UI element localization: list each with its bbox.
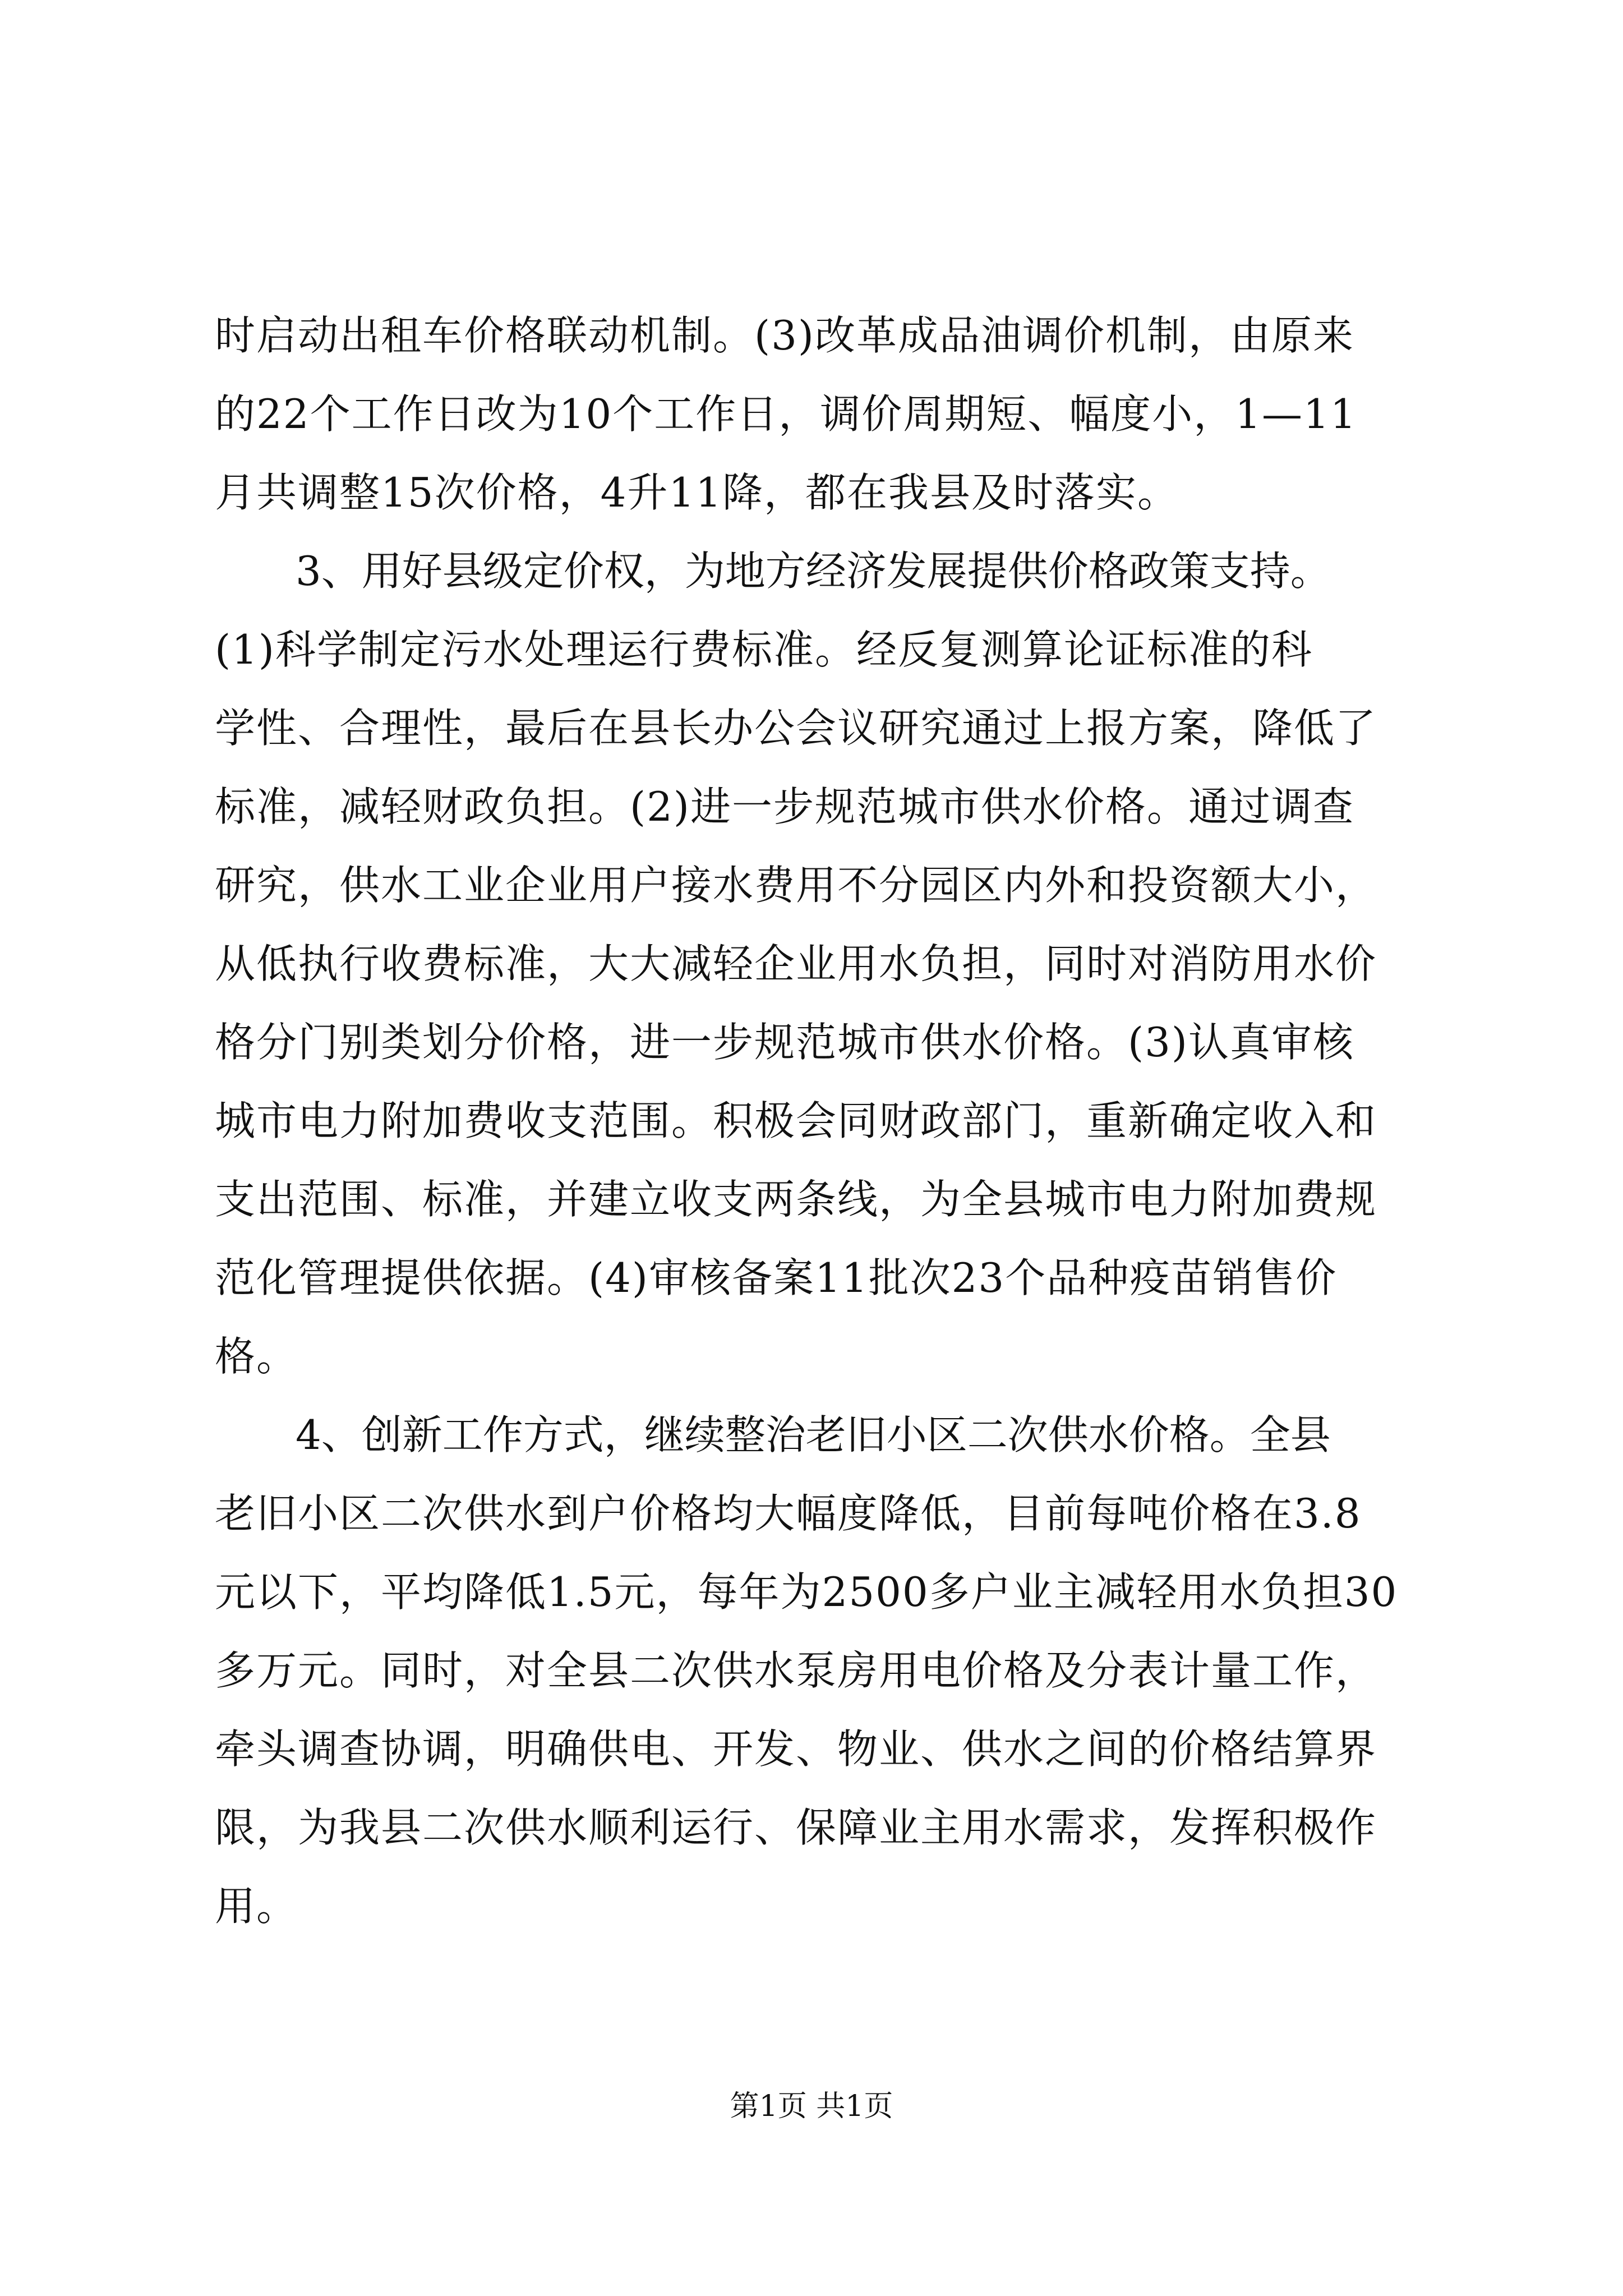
text-line: 老旧小区二次供水到户价格均大幅度降低，目前每吨价格在3.8 [215,1490,1362,1537]
text-line: 限，为我县二次供水顺利运行、保障业主用水需求，发挥积极作 [215,1804,1377,1851]
text-line: 从低执行收费标准，大大减轻企业用水负担，同时对消防用水价 [215,940,1377,987]
text-line: 多万元。同时，对全县二次供水泵房用电价格及分表计量工作， [215,1647,1377,1694]
text-line: 4、创新工作方式，继续整治老旧小区二次供水价格。全县 [296,1411,1331,1458]
text-line: 元以下，平均降低1.5元，每年为2500多户业主减轻用水负担30 [215,1568,1398,1616]
text-line: (1)科学制定污水处理运行费标准。经反复测算论证标准的科 [215,626,1313,673]
text-line: 学性、合理性，最后在县长办公会议研究通过上报方案，降低了 [215,705,1377,752]
text-line: 用。 [215,1883,298,1930]
text-line: 格。 [215,1333,298,1380]
text-line: 时启动出租车价格联动机制。(3)改革成品油调价机制，由原来 [215,312,1354,359]
text-line: 研究，供水工业企业用户接水费用不分园区内外和投资额大小， [215,862,1377,909]
text-line: 的22个工作日改为10个工作日，调价周期短、幅度小，1—11 [215,390,1357,438]
text-line: 月共调整15次价格，4升11降，都在我县及时落实。 [215,469,1179,516]
text-line: 牵头调查协调，明确供电、开发、物业、供水之间的价格结算界 [215,1726,1377,1773]
text-line: 3、用好县级定价权，为地方经济发展提供价格政策支持。 [296,547,1331,595]
text-line: 格分门别类划分价格，进一步规范城市供水价格。(3)认真审核 [215,1019,1354,1066]
document-body [215,296,1426,1945]
paragraph-3 [215,1396,1426,1945]
text-line: 支出范围、标准，并建立收支两条线，为全县城市电力附加费规 [215,1176,1377,1223]
paragraph-1 [215,296,1426,532]
paragraph-2 [215,532,1426,1396]
text-line: 标准，减轻财政负担。(2)进一步规范城市供水价格。通过调查 [215,783,1354,830]
page-number-footer: 第1页 共1页 [730,2090,893,2123]
text-line: 范化管理提供依据。(4)审核备案11批次23个品种疫苗销售价 [215,1254,1338,1301]
text-line: 城市电力附加费收支范围。积极会同财政部门，重新确定收入和 [215,1097,1377,1144]
